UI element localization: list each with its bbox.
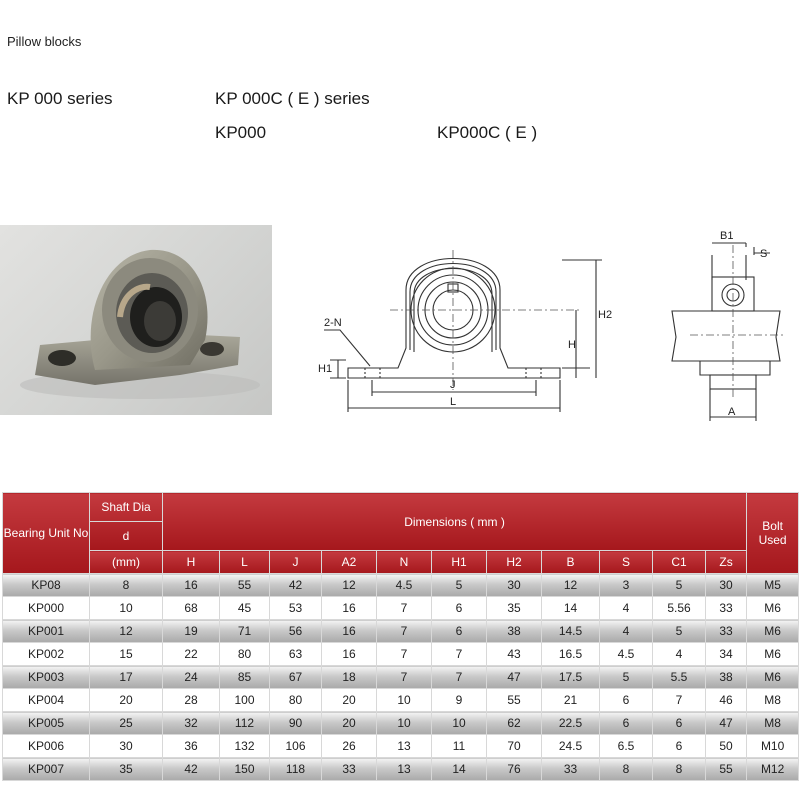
table-cell: 20 <box>322 712 377 735</box>
header-col-h: H <box>163 551 220 574</box>
table-cell: 47 <box>487 666 542 689</box>
table-cell: 5 <box>600 666 653 689</box>
table-cell: 33 <box>706 597 747 620</box>
label-2n: 2-N <box>324 317 342 329</box>
table-cell: KP006 <box>3 735 90 758</box>
table-cell: 8 <box>653 758 706 781</box>
series-left-title: KP 000 series <box>7 89 113 108</box>
table-cell: 10 <box>432 712 487 735</box>
table-cell: 53 <box>270 597 322 620</box>
table-cell: 20 <box>90 689 163 712</box>
header-col-h2: H2 <box>487 551 542 574</box>
table-cell: 13 <box>377 735 432 758</box>
table-cell: 35 <box>90 758 163 781</box>
series-right-title: KP 000C ( E ) series <box>215 89 370 108</box>
table-cell: 5 <box>432 574 487 597</box>
table-cell: 6.5 <box>600 735 653 758</box>
table-cell: M6 <box>747 620 799 643</box>
table-cell: 24.5 <box>542 735 600 758</box>
table-cell: 22.5 <box>542 712 600 735</box>
table-cell: 80 <box>270 689 322 712</box>
table-cell: 118 <box>270 758 322 781</box>
table-cell: 33 <box>706 620 747 643</box>
table-cell: 7 <box>432 643 487 666</box>
table-cell: 7 <box>377 666 432 689</box>
label-s: S <box>760 248 768 260</box>
table-cell: 100 <box>220 689 270 712</box>
table-cell: 68 <box>163 597 220 620</box>
header-shaft-mm: (mm) <box>90 551 163 574</box>
table-cell: 50 <box>706 735 747 758</box>
table-cell: 4 <box>600 620 653 643</box>
table-cell: 5 <box>653 574 706 597</box>
table-row <box>3 712 799 735</box>
header-bearing-unit: Bearing Unit No <box>3 493 90 574</box>
header-col-c1: C1 <box>653 551 706 574</box>
table-cell: 112 <box>220 712 270 735</box>
table-cell: 14.5 <box>542 620 600 643</box>
table-cell: 20 <box>322 689 377 712</box>
table-cell: 76 <box>487 758 542 781</box>
table-row <box>3 758 799 781</box>
table-cell: 67 <box>270 666 322 689</box>
table-cell: 16.5 <box>542 643 600 666</box>
table-cell: 6 <box>653 712 706 735</box>
table-cell: 16 <box>322 643 377 666</box>
table-row <box>3 735 799 758</box>
table-cell: 35 <box>487 597 542 620</box>
table-cell: 7 <box>377 643 432 666</box>
table-cell: 90 <box>270 712 322 735</box>
model-left-label: KP000 <box>215 123 267 142</box>
product-photo <box>0 225 272 415</box>
table-cell: M8 <box>747 689 799 712</box>
label-h1: H1 <box>318 363 333 375</box>
table-cell: 30 <box>90 735 163 758</box>
table-cell: 5 <box>653 620 706 643</box>
table-cell: 34 <box>706 643 747 666</box>
table-cell: 3 <box>600 574 653 597</box>
table-cell: 8 <box>90 574 163 597</box>
table-cell: 6 <box>600 712 653 735</box>
table-cell: 36 <box>163 735 220 758</box>
table-cell: 12 <box>90 620 163 643</box>
table-cell: 10 <box>377 712 432 735</box>
table-cell: 7 <box>377 597 432 620</box>
table-cell: M6 <box>747 666 799 689</box>
table-row <box>3 689 799 712</box>
table-cell: 42 <box>270 574 322 597</box>
table-cell: KP005 <box>3 712 90 735</box>
table-cell: 4.5 <box>600 643 653 666</box>
table-row <box>3 597 799 620</box>
header-col-b: B <box>542 551 600 574</box>
table-cell: 70 <box>487 735 542 758</box>
table-cell: KP000 <box>3 597 90 620</box>
header-dimensions: Dimensions ( mm ) <box>163 493 747 551</box>
table-cell: 25 <box>90 712 163 735</box>
table-cell: 4 <box>653 643 706 666</box>
table-cell: 18 <box>322 666 377 689</box>
header-col-n: N <box>377 551 432 574</box>
header-col-l: L <box>220 551 270 574</box>
label-a: A <box>728 406 736 418</box>
table-cell: 85 <box>220 666 270 689</box>
table-row <box>3 620 799 643</box>
table-cell: 13 <box>377 758 432 781</box>
table-cell: 71 <box>220 620 270 643</box>
table-cell: 32 <box>163 712 220 735</box>
table-cell: 33 <box>542 758 600 781</box>
table-cell: 5.56 <box>653 597 706 620</box>
table-cell: 10 <box>90 597 163 620</box>
table-cell: 14 <box>432 758 487 781</box>
table-cell: 12 <box>322 574 377 597</box>
table-cell: 22 <box>163 643 220 666</box>
table-cell: 15 <box>90 643 163 666</box>
side-view-drawing <box>660 225 790 435</box>
header-bolt-used: Bolt Used <box>747 493 799 574</box>
table-cell: 150 <box>220 758 270 781</box>
table-cell: 132 <box>220 735 270 758</box>
page-category: Pillow blocks <box>7 34 82 49</box>
header-shaft-dia: Shaft Dia <box>90 493 162 522</box>
table-cell: 14 <box>542 597 600 620</box>
table-cell: 7 <box>653 689 706 712</box>
table-cell: 16 <box>322 620 377 643</box>
table-cell: M6 <box>747 597 799 620</box>
table-cell: 4.5 <box>377 574 432 597</box>
label-h2: H2 <box>598 309 613 321</box>
table-cell: 106 <box>270 735 322 758</box>
table-body <box>3 574 799 781</box>
table-cell: 30 <box>487 574 542 597</box>
table-cell: M10 <box>747 735 799 758</box>
front-view-drawing <box>310 230 620 430</box>
table-cell: 55 <box>487 689 542 712</box>
table-cell: 21 <box>542 689 600 712</box>
spec-table <box>2 492 798 781</box>
table-cell: 24 <box>163 666 220 689</box>
table-cell: 30 <box>706 574 747 597</box>
table-cell: 55 <box>220 574 270 597</box>
table-cell: 80 <box>220 643 270 666</box>
table-cell: 63 <box>270 643 322 666</box>
table-cell: 17.5 <box>542 666 600 689</box>
table-cell: 16 <box>163 574 220 597</box>
table-cell: 62 <box>487 712 542 735</box>
table-cell: 6 <box>600 689 653 712</box>
table-cell: 56 <box>270 620 322 643</box>
table-cell: 19 <box>163 620 220 643</box>
table-cell: 45 <box>220 597 270 620</box>
table-cell: KP002 <box>3 643 90 666</box>
header-col-j: J <box>270 551 322 574</box>
header-col-zs: Zs <box>706 551 747 574</box>
table-cell: 28 <box>163 689 220 712</box>
table-cell: 6 <box>432 620 487 643</box>
table-row <box>3 666 799 689</box>
table-cell: 17 <box>90 666 163 689</box>
table-cell: 46 <box>706 689 747 712</box>
table-row <box>3 574 799 597</box>
table-cell: KP08 <box>3 574 90 597</box>
table-cell: M5 <box>747 574 799 597</box>
table-cell: KP007 <box>3 758 90 781</box>
table-cell: M8 <box>747 712 799 735</box>
table-cell: 9 <box>432 689 487 712</box>
model-right-label: KP000C ( E ) <box>437 123 538 142</box>
header-shaft-d: d <box>122 529 130 543</box>
table-cell: 7 <box>432 666 487 689</box>
label-l: L <box>450 396 457 408</box>
table-cell: 4 <box>600 597 653 620</box>
table-cell: 26 <box>322 735 377 758</box>
table-cell: M12 <box>747 758 799 781</box>
table-cell: 47 <box>706 712 747 735</box>
table-cell: 12 <box>542 574 600 597</box>
header-col-a2: A2 <box>322 551 377 574</box>
table-cell: 33 <box>322 758 377 781</box>
table-cell: 8 <box>600 758 653 781</box>
table-cell: 42 <box>163 758 220 781</box>
table-cell: 5.5 <box>653 666 706 689</box>
table-cell: 11 <box>432 735 487 758</box>
table-cell: KP001 <box>3 620 90 643</box>
table-cell: 6 <box>653 735 706 758</box>
table-cell: KP004 <box>3 689 90 712</box>
label-b1: B1 <box>720 230 734 242</box>
table-cell: 16 <box>322 597 377 620</box>
header-col-s: S <box>600 551 653 574</box>
table-cell: M6 <box>747 643 799 666</box>
header-col-h1: H1 <box>432 551 487 574</box>
label-j: J <box>450 379 456 391</box>
label-h: H <box>568 339 576 351</box>
table-cell: 38 <box>487 620 542 643</box>
table-cell: 43 <box>487 643 542 666</box>
table-cell: KP003 <box>3 666 90 689</box>
table-cell: 7 <box>377 620 432 643</box>
table-cell: 6 <box>432 597 487 620</box>
table-row <box>3 643 799 666</box>
table-cell: 55 <box>706 758 747 781</box>
table-cell: 10 <box>377 689 432 712</box>
table-cell: 38 <box>706 666 747 689</box>
